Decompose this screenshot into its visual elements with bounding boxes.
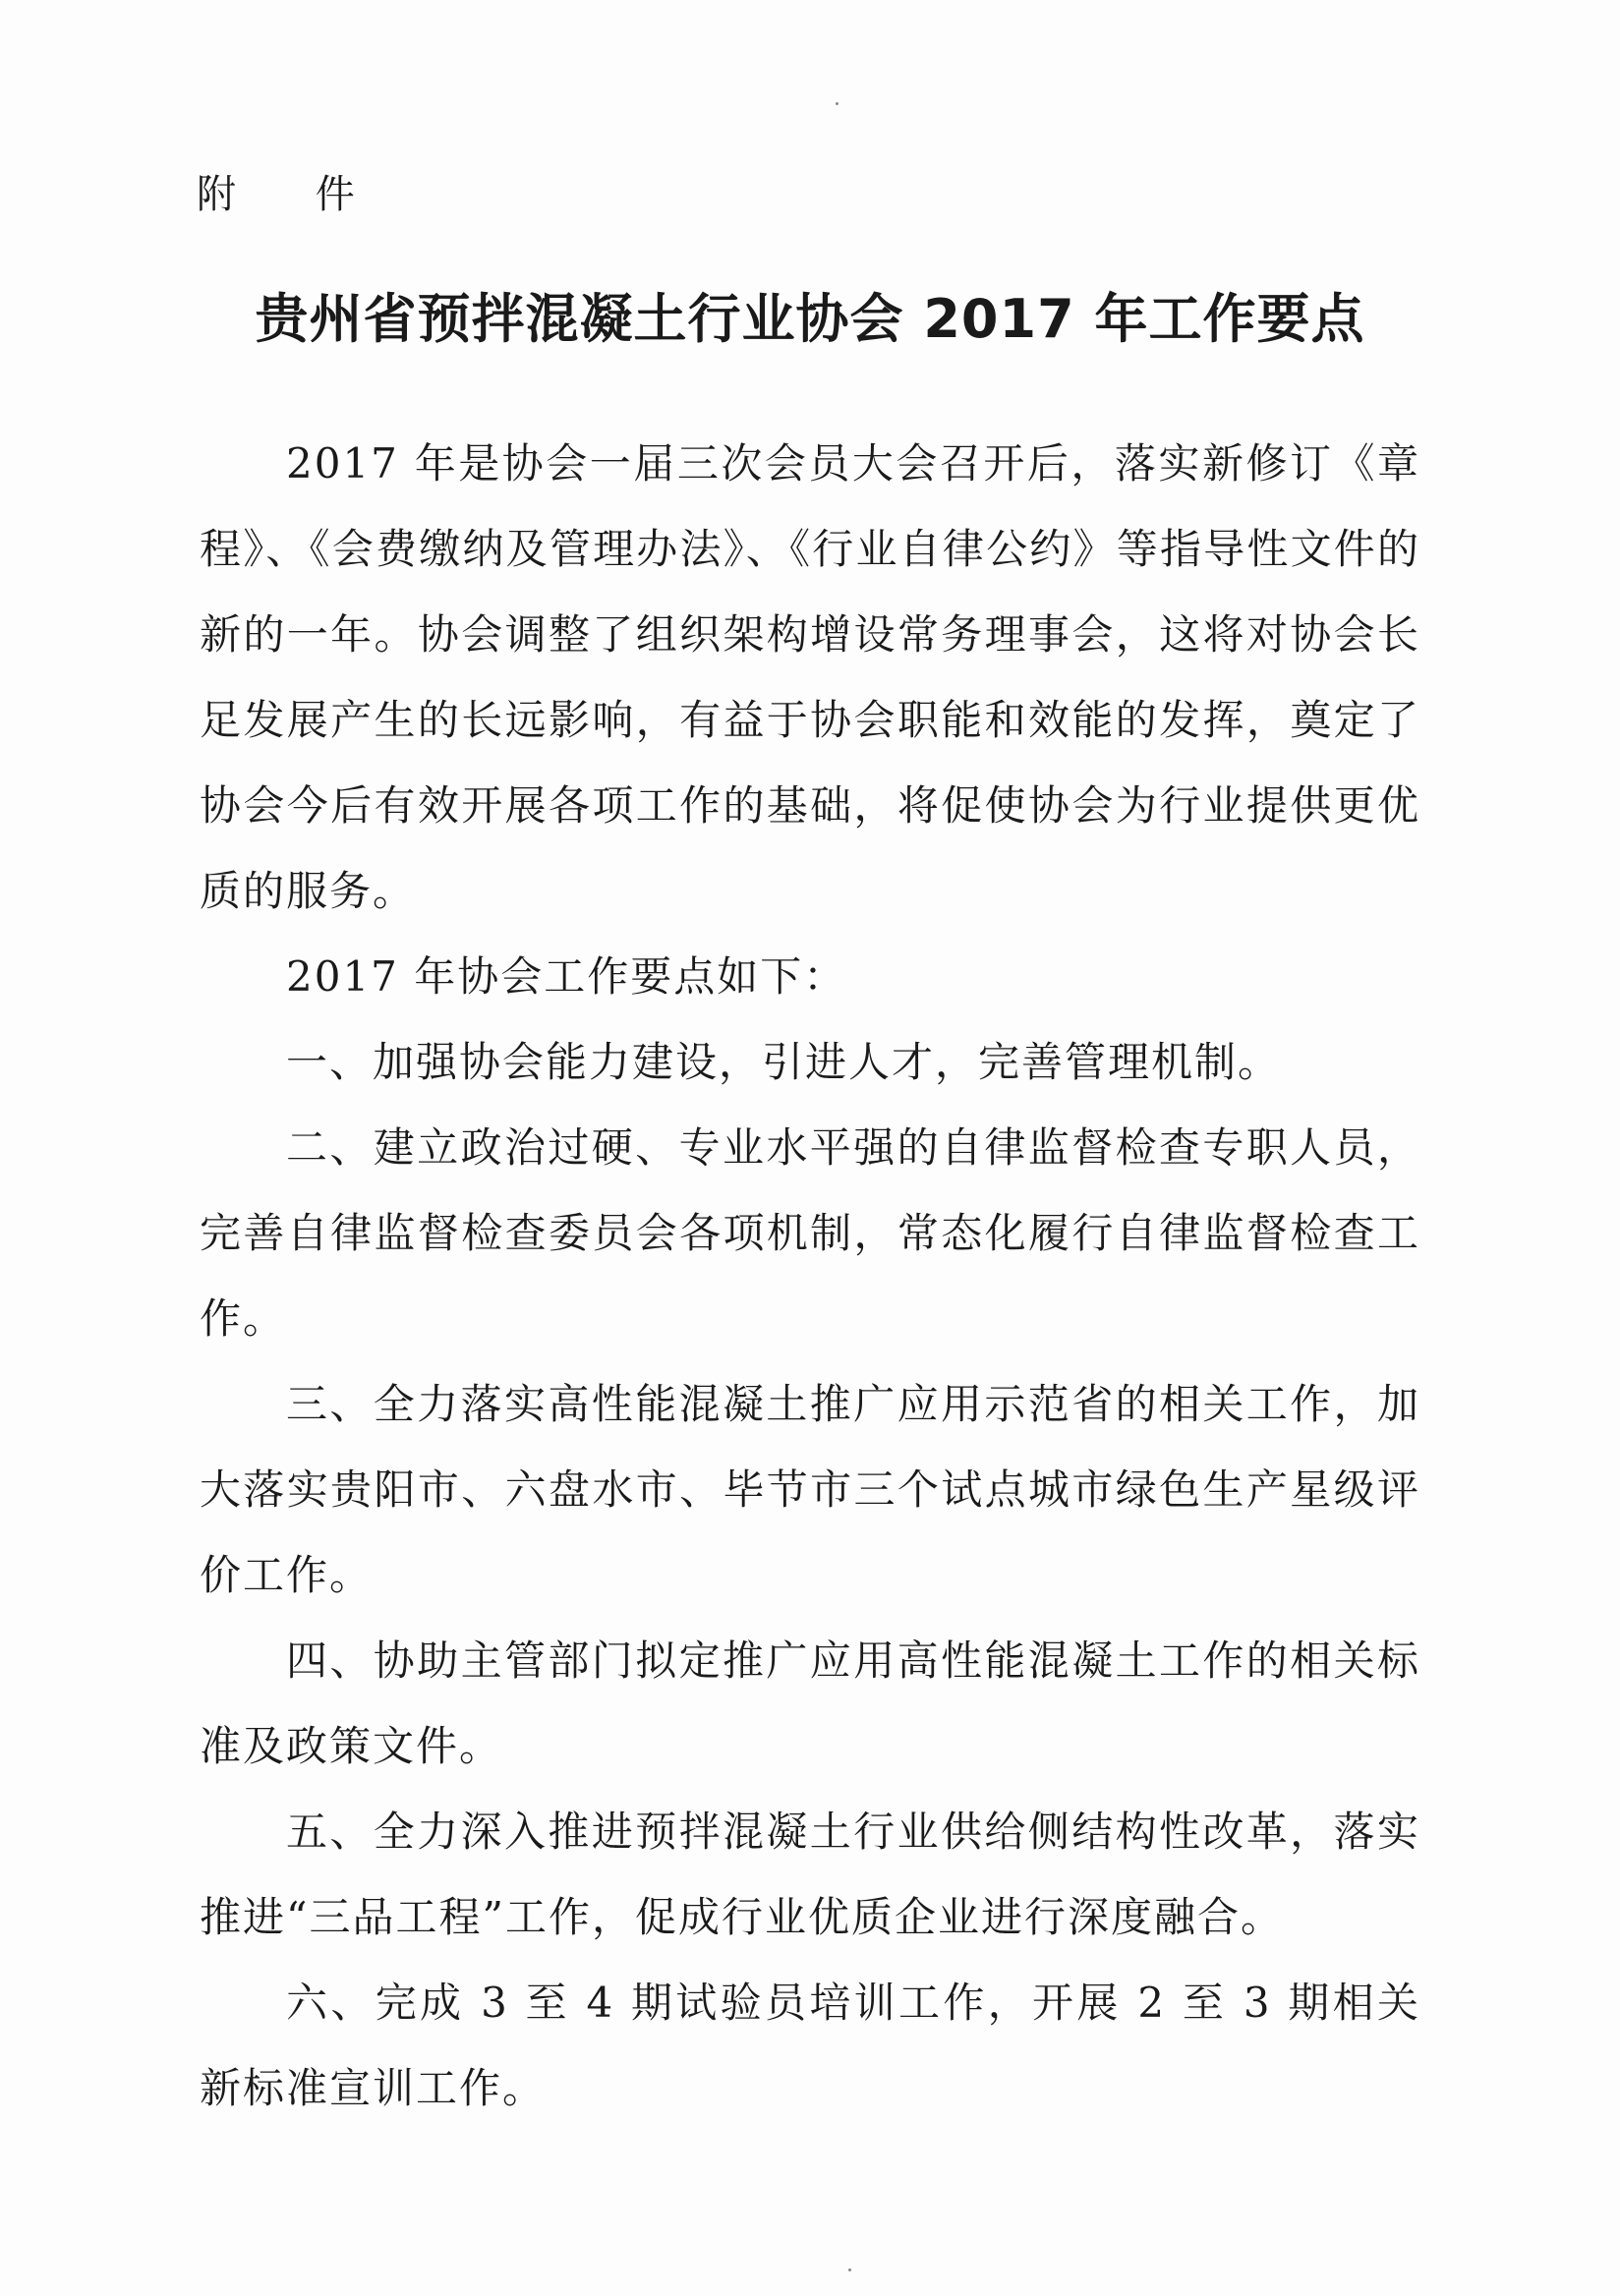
paragraph-point-6: 六、完成 3 至 4 期试验员培训工作，开展 2 至 3 期相关新标准宣训工作。 [200, 1979, 1420, 2112]
scan-speck [836, 102, 839, 105]
paragraph-intro: 2017 年是协会一届三次会员大会召开后，落实新修订《章程》、《会费缴纳及管理办法》、《行业自律公约》等指导性文件的新的一年。协会调整了组织架构增设常务理事会，这将对协会长足发展产生的长远影响，有益于协会职能和效能的发挥，奠定了协会今后有效开展各项工作的基础，将促使协会为行业提供更优质的服务。 [200, 439, 1420, 915]
document-body [200, 421, 1420, 2131]
paragraph-point-4: 四、协助主管部门拟定推广应用高性能混凝土工作的相关标准及政策文件。 [200, 1636, 1420, 1770]
document-title: 贵州省预拌混凝土行业协会 2017 年工作要点 [255, 288, 1365, 350]
paragraph-point-5: 五、全力深入推进预拌混凝土行业供给侧结构性改革，落实推进“三品工程”工作，促成行业优质企业进行深度融合。 [200, 1808, 1420, 1941]
attachment-label: 附 件 [197, 172, 388, 217]
paragraph-point-2: 二、建立政治过硬、专业水平强的自律监督检查专职人员，完善自律监督检查委员会各项机制，常态化履行自律监督检查工作。 [200, 1123, 1420, 1343]
paragraph-points-heading: 2017 年协会工作要点如下： [286, 952, 847, 1001]
paragraph-point-3: 三、全力落实高性能混凝土推广应用示范省的相关工作，加大落实贵阳市、六盘水市、毕节市三个试点城市绿色生产星级评价工作。 [200, 1380, 1420, 1599]
paragraph-point-1: 一、加强协会能力建设，引进人才，完善管理机制。 [286, 1038, 1282, 1086]
scan-speck [848, 2268, 851, 2271]
